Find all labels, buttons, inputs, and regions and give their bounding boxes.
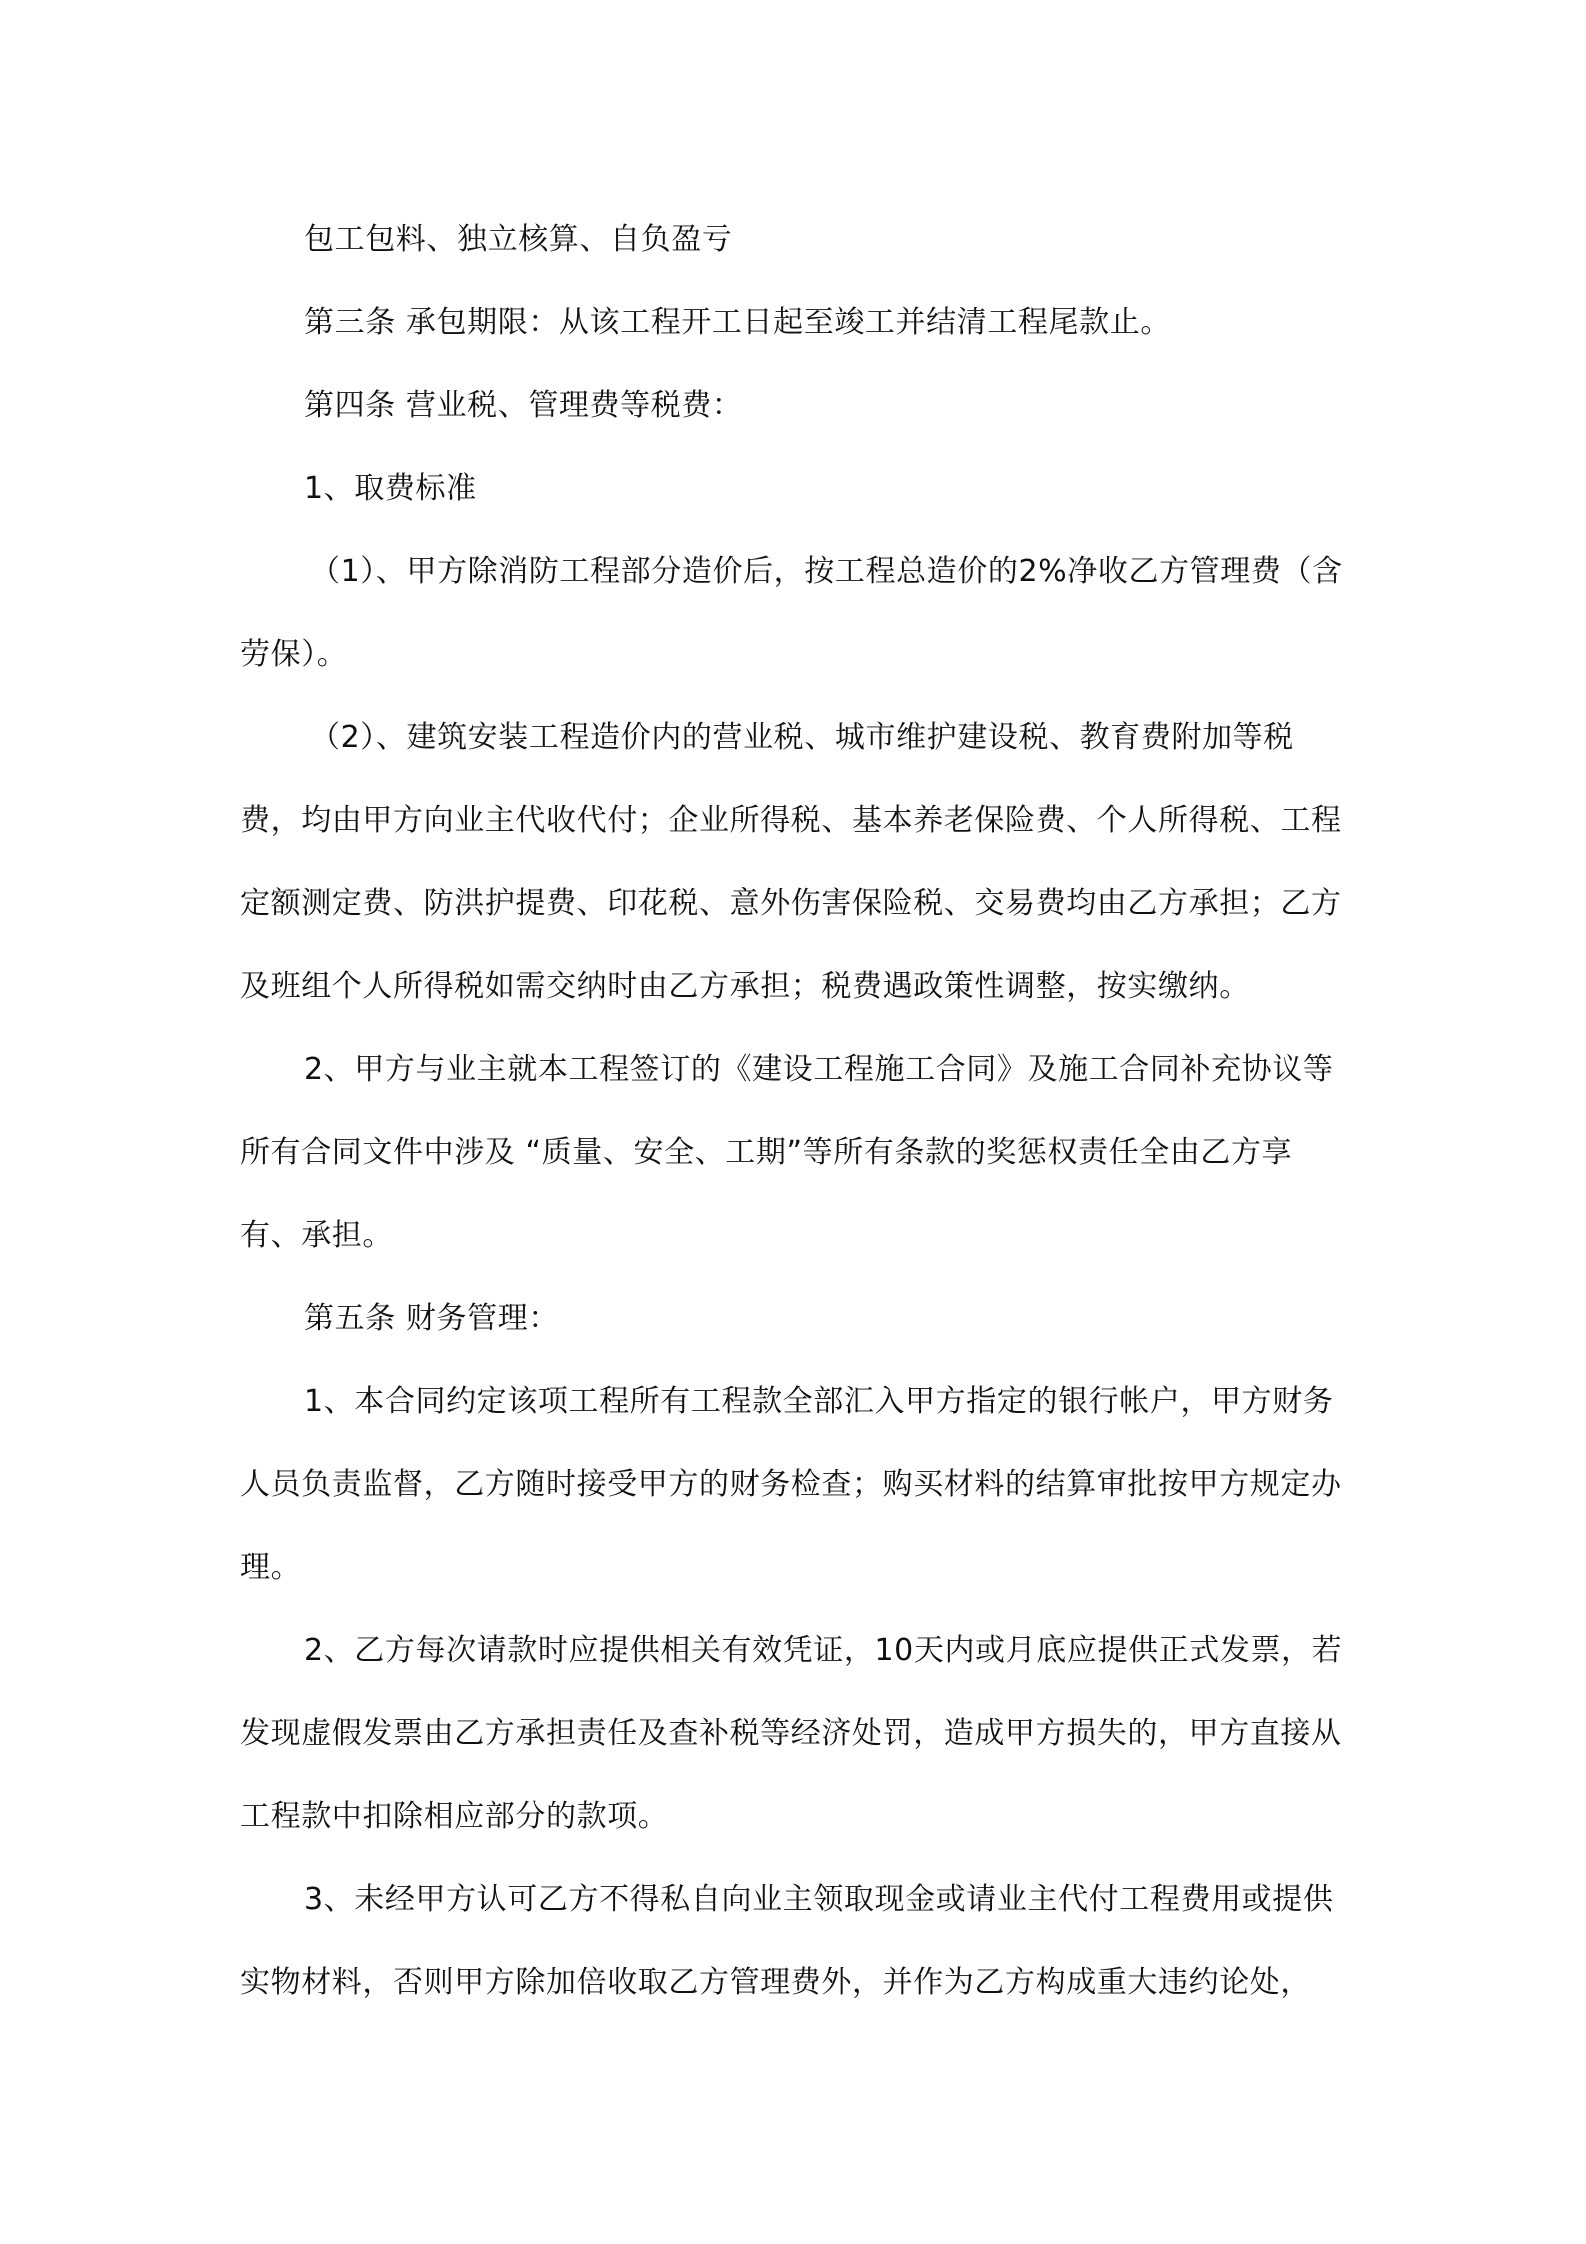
paragraph-fee-standard: 1、取费标准	[304, 471, 477, 506]
paragraph-article-4-heading: 第四条 营业税、管理费等税费：	[304, 388, 743, 423]
paragraph-finance-item-1: 1、本合同约定该项工程所有工程款全部汇入甲方指定的银行帐户，甲方财务人员负责监督，乙方随时接受甲方的财务检查；购买材料的结算审批按甲方规定办理。	[240, 1384, 1342, 1585]
paragraph-reward-penalty: 2、甲方与业主就本工程签订的《建设工程施工合同》及施工合同补充协议等所有合同文件中涉及 “质量、安全、工期”等所有条款的奖惩权责任全由乙方享有、承担。	[240, 1052, 1334, 1253]
paragraph-article-3-term: 第三条 承包期限：从该工程开工日起至竣工并结清工程尾款止。	[304, 305, 1171, 340]
paragraph-article-5-heading: 第五条 财务管理：	[304, 1301, 559, 1336]
paragraph-fee-item-2: （2）、建筑安装工程造价内的营业税、城市维护建设税、教育费附加等税费，均由甲方向业主代收代付；企业所得税、基本养老保险费、个人所得税、工程定额测定费、防洪护提费、印花税、意外伤害保险税、交易费均由乙方承担；乙方及班组个人所得税如需交纳时由乙方承担；税费遇政策性调整，按实缴纳。	[240, 720, 1342, 1004]
paragraph-fee-item-1: （1）、甲方除消防工程部分造价后，按工程总造价的2%净收乙方管理费（含劳保）。	[240, 554, 1343, 672]
paragraph-contract-mode: 包工包料、独立核算、自负盈亏	[304, 222, 733, 257]
document-body	[240, 198, 1352, 2024]
paragraph-finance-item-2: 2、乙方每次请款时应提供相关有效凭证，10天内或月底应提供正式发票，若发现虚假发票由乙方承担责任及查补税等经济处罚，造成甲方损失的，甲方直接从工程款中扣除相应部分的款项。	[240, 1633, 1343, 1834]
paragraph-finance-item-3: 3、未经甲方认可乙方不得私自向业主领取现金或请业主代付工程费用或提供实物材料，否则甲方除加倍收取乙方管理费外，并作为乙方构成重大违约论处，	[240, 1882, 1334, 2000]
